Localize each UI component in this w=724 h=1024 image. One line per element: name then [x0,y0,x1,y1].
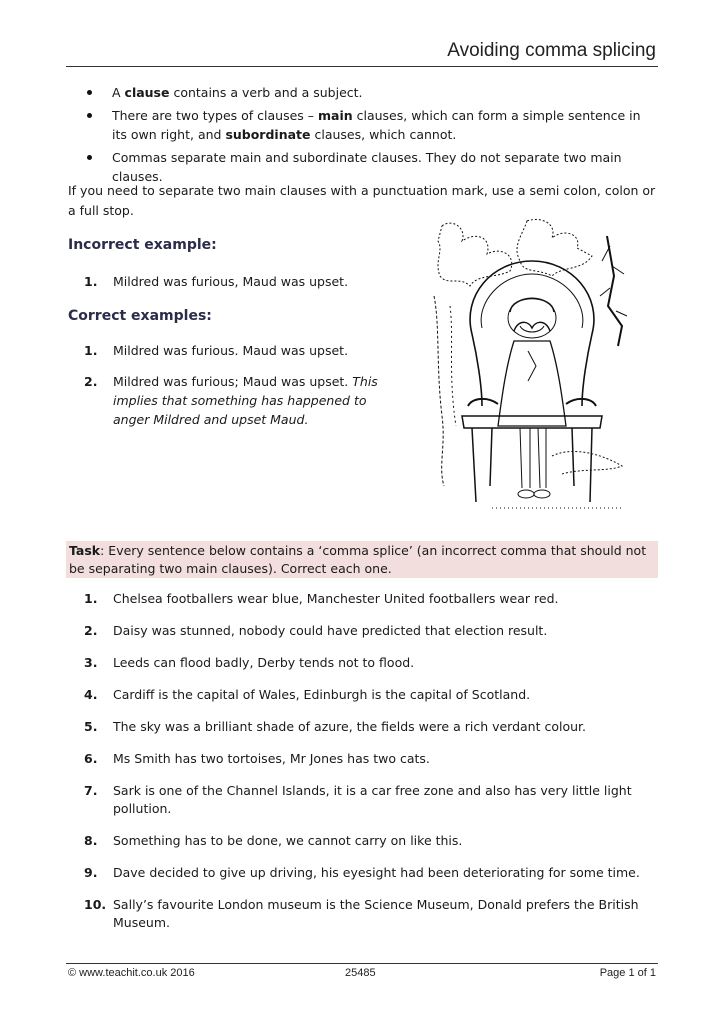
item-number: 3. [84,655,98,670]
footer-copyright: © www.teachit.co.uk 2016 [68,967,195,979]
header-rule [66,66,658,67]
item-text: Ms Smith has two tortoises, Mr Jones has two cats. [113,751,430,766]
task-item [68,622,658,640]
bullet-text: clauses, which can form a simple sentence in its own right, and [112,108,641,142]
item-number: 4. [84,687,98,702]
task-text: : Every sentence below contains a ‘comma splice’ (an incorrect comma that should not be separating two main clauses). Correct each one. [69,543,647,576]
incorrect-heading: Incorrect example: [68,237,217,253]
item-number: 2. [84,623,98,638]
footer-page-number: Page 1 of 1 [599,967,656,979]
item-number: 1. [84,343,98,358]
task-item [68,718,658,736]
item-text: Something has to be done, we cannot carry on like this. [113,833,463,848]
item-number: 6. [84,751,98,766]
list-item [68,372,403,429]
list-item [68,272,408,291]
bullet-bold-term: subordinate [225,127,311,142]
item-text: Dave decided to give up driving, his eyesight had been deteriorating for some time. [113,865,640,880]
correct-list [68,341,403,429]
bullet-dot [87,90,92,95]
task-list [68,590,658,932]
task-item [68,896,658,932]
item-text: Cardiff is the capital of Wales, Edinburgh is the capital of Scotland. [113,687,531,702]
item-text: Mildred was furious. Maud was upset. [113,343,349,358]
bullet-item [70,106,655,144]
task-item [68,590,658,608]
item-text: Mildred was furious, Maud was upset. [113,274,349,289]
correct-heading: Correct examples: [68,308,212,324]
item-text: The sky was a brilliant shade of azure, the fields were a rich verdant colour. [113,719,587,734]
item-note: This implies that something has happened to anger Mildred and upset Maud. [113,374,378,427]
bullet-dot [87,155,92,160]
item-number: 1. [84,274,98,289]
bullet-bold-term: clause [124,85,170,100]
bullet-text: There are two types of clauses – [112,108,318,123]
item-number: 8. [84,833,98,848]
list-item [68,341,403,360]
item-text: Sark is one of the Channel Islands, it is a car free zone and also has very little light pollution. [113,783,632,816]
bullet-dot [87,113,92,118]
bullet-text: contains a verb and a subject. [169,85,363,100]
item-text: Sally’s favourite London museum is the Science Museum, Donald prefers the British Museum. [113,897,639,930]
task-instructions [66,541,658,578]
girl-in-chair-illustration [432,216,632,522]
bullet-text: Commas separate main and subordinate clauses. They do not separate two main clauses. [112,150,622,184]
item-text: Leeds can flood badly, Derby tends not to flood. [113,655,415,670]
incorrect-list [68,272,408,291]
item-text: Daisy was stunned, nobody could have predicted that election result. [113,623,548,638]
task-item [68,750,658,768]
item-number: 9. [84,865,98,880]
bullet-item [70,83,655,102]
footer-resource-code: 25485 [345,967,376,979]
task-item [68,782,658,818]
item-number: 10. [84,897,107,912]
task-item [68,654,658,672]
item-number: 2. [84,374,98,389]
task-item [68,864,658,882]
bullet-text: A [112,85,125,100]
task-box [66,541,658,578]
bullet-bold-term: main [317,108,353,123]
item-text: Mildred was furious; Maud was upset. [113,374,353,389]
task-label: Task [69,543,101,558]
item-text: Chelsea footballers wear blue, Manchester United footballers wear red. [113,591,559,606]
footer-rule [66,963,658,964]
task-item [68,686,658,704]
intro-paragraph: If you need to separate two main clauses with a punctuation mark, use a semi colon, colon or a full stop. [68,183,656,218]
definition-bullets [70,83,655,190]
page-title: Avoiding comma splicing [447,40,656,61]
bullet-text: clauses, which cannot. [310,127,457,142]
item-number: 5. [84,719,98,734]
task-item [68,832,658,850]
item-number: 1. [84,591,98,606]
item-number: 7. [84,783,98,798]
